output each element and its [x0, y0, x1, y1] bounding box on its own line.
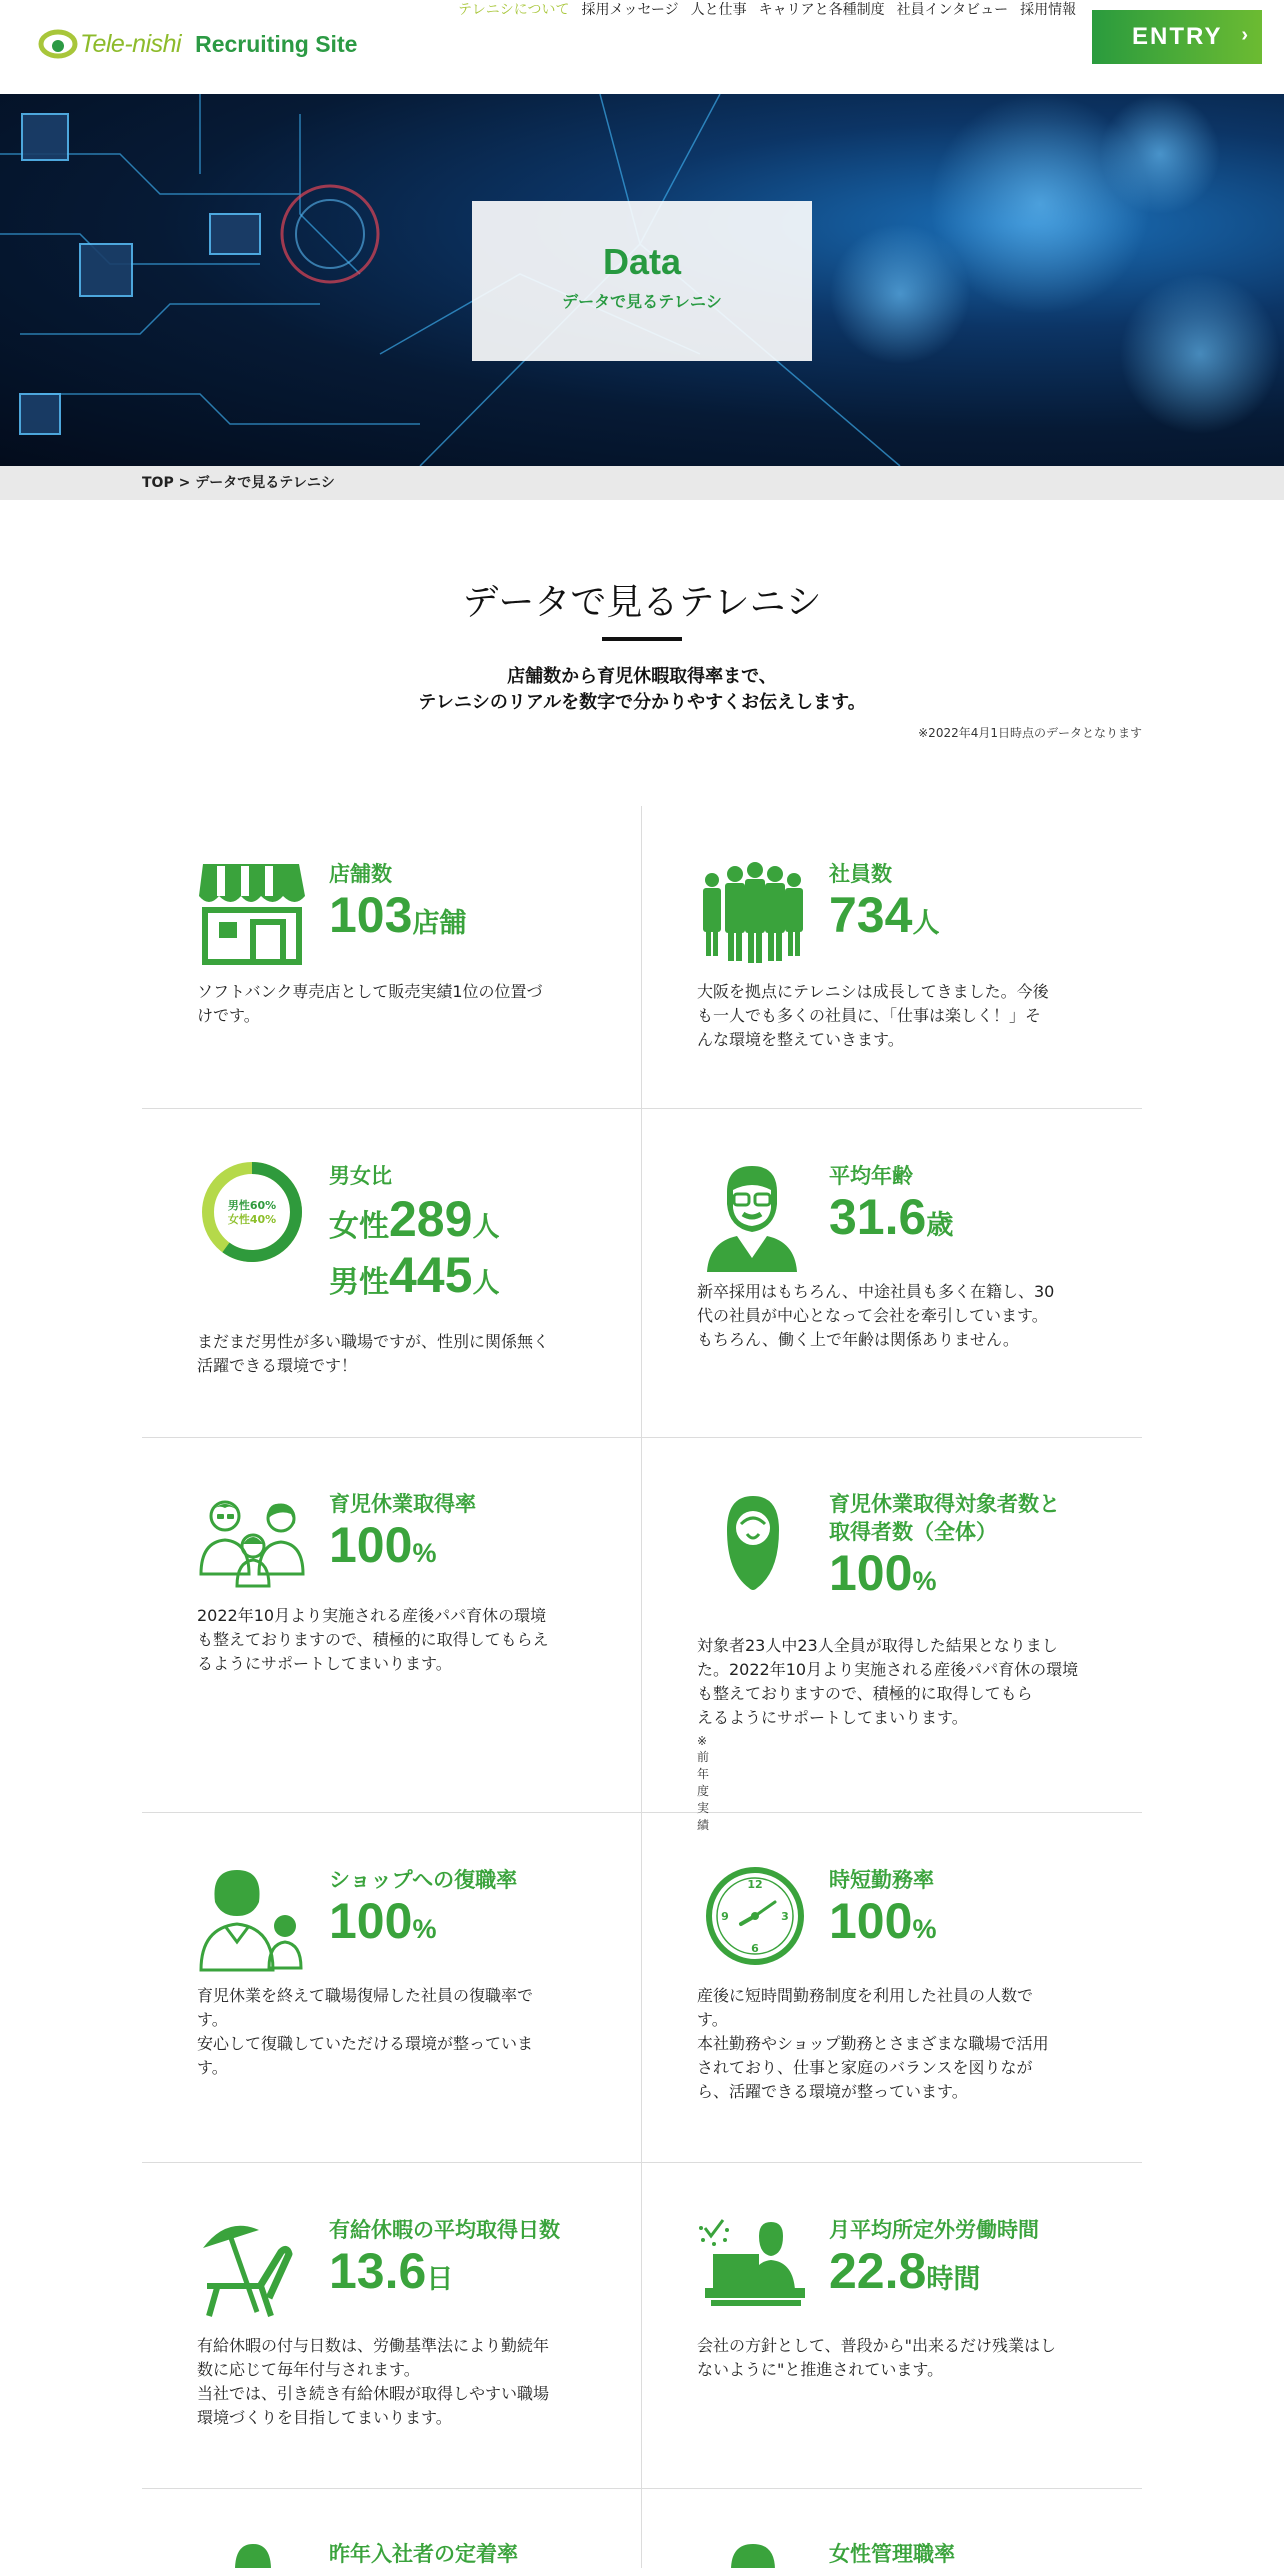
page-title: データで見るテレニシ — [462, 582, 822, 623]
stat-number: 289 — [389, 1191, 473, 1247]
entry-button-label: ENTRY — [1132, 23, 1223, 50]
stat-label — [829, 1490, 1060, 1546]
data-date-note: ※2022年4月1日時点のデータとなります — [918, 726, 1142, 740]
stat-description: まだまだ男性が多い職場ですが、性別に関係無く 活躍できる環境です！ — [197, 1332, 550, 1375]
stat-number: 22.8 — [829, 2243, 927, 2299]
stat-label: 男女比 — [329, 1164, 392, 1188]
breadcrumb-current: データで見るテレニシ — [195, 475, 335, 491]
lead-line-2: テレニシのリアルを数字で分かりやすくお伝えします。 — [418, 692, 866, 713]
store-icon — [197, 860, 307, 970]
stat-label: 昨年入社者の定着率 — [329, 2542, 518, 2566]
nav-about[interactable]: テレニシについて — [458, 2, 570, 18]
stat-unit: 日 — [426, 2264, 454, 2294]
breadcrumb — [0, 466, 1284, 500]
stat-number: 100 — [829, 1545, 913, 1601]
stat-unit: 時間 — [926, 2264, 981, 2294]
stat-description: 育児休業を終えて職場復帰した社員の復職率で す。 安心して復職していただける環境が整っていま す。 — [197, 1986, 534, 2077]
stat-label: 女性管理職率 — [829, 2542, 955, 2566]
stat-description: 大阪を拠点にテレニシは成長してきました。今後 も一人でも多くの社員に、「仕事は楽しく！」そ んな環境を整えていきます。 — [697, 982, 1049, 1049]
svg-text:3: 3 — [781, 1910, 789, 1923]
entry-button[interactable] — [1092, 10, 1262, 64]
beach-chair-umbrella-icon — [197, 2216, 307, 2326]
ring-male-label: 男性60% — [227, 1199, 277, 1212]
stat-number: 100 — [329, 1893, 413, 1949]
stat-value — [829, 1188, 953, 1246]
stat-value — [829, 1892, 936, 1950]
stat-number: 445 — [389, 1247, 473, 1303]
stat-label-line-1: 育児休業取得対象者数と — [829, 1492, 1060, 1516]
grid-divider-row-4 — [142, 2162, 1142, 2163]
stat-prefix: 女性 — [329, 1210, 389, 1243]
person-icon — [197, 2540, 307, 2568]
stat-value — [829, 1544, 936, 1602]
clock-icon — [697, 1866, 807, 1976]
stat-value-male — [329, 1246, 499, 1304]
nav-interview[interactable]: 社員インタビュー — [896, 2, 1009, 18]
stat-unit: 店舗 — [412, 908, 467, 938]
stat-number: 734 — [829, 887, 913, 943]
stat-description: 産後に短時間勤務制度を利用した社員の人数で す。 本社勤務やショップ勤務とさまざまな職場で活用 されており、仕事と家庭のバランスを図りなが ら、活躍できる環境が整っています。 — [697, 1986, 1049, 2101]
hero-banner — [0, 94, 1284, 466]
stat-value — [329, 1892, 436, 1950]
stat-label: 社員数 — [829, 862, 892, 886]
stat-label: 育児休業取得率 — [329, 1492, 476, 1516]
site-header — [0, 0, 1284, 94]
chevron-right-icon: › — [1241, 24, 1250, 46]
site-logo[interactable] — [38, 24, 357, 64]
office-worker-desk-icon — [697, 2216, 807, 2326]
man-with-glasses-icon — [697, 1162, 807, 1272]
stat-number: 100 — [329, 1517, 413, 1573]
woman-icon — [697, 2540, 807, 2568]
gender-ratio-donut-icon — [197, 1162, 307, 1272]
grid-divider-row-5 — [142, 2488, 1142, 2489]
logo-site-text: Recruiting Site — [195, 30, 358, 57]
stat-value-female — [329, 1190, 499, 1248]
nav-career[interactable]: キャリアと各種制度 — [758, 2, 885, 18]
people-group-icon — [697, 860, 807, 970]
stat-value — [829, 2242, 980, 2300]
nav-people-work[interactable]: 人と仕事 — [690, 2, 747, 18]
stat-label: 店舗数 — [329, 862, 392, 886]
stat-value — [329, 2242, 453, 2300]
stat-unit: 歳 — [926, 1210, 954, 1240]
hero-title-box — [472, 201, 812, 361]
stat-label: ショップへの復職率 — [329, 1868, 518, 1892]
svg-text:6: 6 — [751, 1942, 759, 1955]
mother-and-child-icon — [197, 1866, 307, 1976]
stat-unit: % — [412, 1538, 437, 1568]
grid-divider-row-3 — [142, 1812, 1142, 1813]
breadcrumb-top-link[interactable]: TOP — [142, 475, 174, 491]
stat-label: 有給休暇の平均取得日数 — [329, 2218, 560, 2242]
svg-text:9: 9 — [721, 1910, 729, 1923]
stat-unit: 人 — [912, 908, 940, 938]
swaddled-baby-icon — [697, 1490, 807, 1600]
stat-number: 31.6 — [829, 1189, 927, 1245]
breadcrumb-separator: > — [178, 475, 191, 491]
stat-description: 会社の方針として、普段から"出来るだけ残業はし ないように"と推進されています。 — [697, 2336, 1057, 2379]
stat-label: 平均年齢 — [829, 1164, 913, 1188]
stat-number: 103 — [329, 887, 413, 943]
grid-divider-row-1 — [142, 1108, 1142, 1109]
stat-label: 月平均所定外労働時間 — [829, 2218, 1039, 2242]
stat-value — [329, 1516, 436, 1574]
stat-description: 有給休暇の付与日数は、労働基準法により勤続年 数に応じて毎年付与されます。 当社では、引き続き有給休暇が取得しやすい職場 環境づくりを目指してまいります。 — [197, 2336, 550, 2427]
title-underline — [602, 637, 682, 641]
stat-unit: 人 — [472, 1212, 500, 1242]
stat-unit: % — [912, 1914, 937, 1944]
grid-divider-row-2 — [142, 1437, 1142, 1438]
svg-text:12: 12 — [747, 1878, 763, 1891]
nav-recruit-info[interactable]: 採用情報 — [1020, 2, 1077, 18]
stat-number: 13.6 — [329, 2243, 427, 2299]
grid-divider-vertical — [641, 806, 642, 2568]
nav-message[interactable]: 採用メッセージ — [581, 2, 679, 18]
hero-title: Data — [602, 241, 682, 282]
stat-number: 100 — [829, 1893, 913, 1949]
stat-description: 新卒採用はもちろん、中途社員も多く在籍し、30 代の社員が中心となって会社を牽引しています。 もちろん、働く上で年齢は関係ありません。 — [697, 1282, 1055, 1349]
hero-subtitle: データで見るテレニシ — [562, 292, 722, 311]
stat-prefix: 男性 — [329, 1266, 389, 1299]
stat-unit: % — [912, 1566, 937, 1596]
section-lead — [0, 664, 1284, 716]
stat-unit: 人 — [472, 1268, 500, 1298]
stat-description: 2022年10月より実施される産後パパ育休の環境 も整えておりますので、積極的に取得してもらえ るようにサポートしてまいります。 — [197, 1606, 549, 1673]
stat-description: ソフトバンク専売店として販売実績1位の位置づ けです。 — [197, 982, 543, 1025]
lead-line-1: 店舗数から育児休暇取得率まで、 — [507, 666, 777, 687]
global-nav — [458, 0, 1088, 20]
stat-label: 時短勤務率 — [829, 1868, 934, 1892]
ring-female-label: 女性40% — [227, 1213, 277, 1226]
logo-brand-text: Tele-nishi — [80, 29, 182, 58]
stat-value — [829, 886, 939, 944]
logo-mark-icon — [38, 24, 78, 64]
stat-label-line-2: 取得者数（全体） — [829, 1520, 997, 1544]
family-icon — [197, 1490, 307, 1600]
stat-description: 対象者23人中23人全員が取得した結果となりまし た。2022年10月より実施される産後パパ育休の環境 も整えておりますので、積極的に取得してもら えるようにサポートしてまいります。 — [697, 1636, 1079, 1727]
stat-value — [329, 886, 466, 944]
stat-footnote: ※前年度実績 — [697, 1734, 710, 1832]
stat-unit: % — [412, 1914, 437, 1944]
